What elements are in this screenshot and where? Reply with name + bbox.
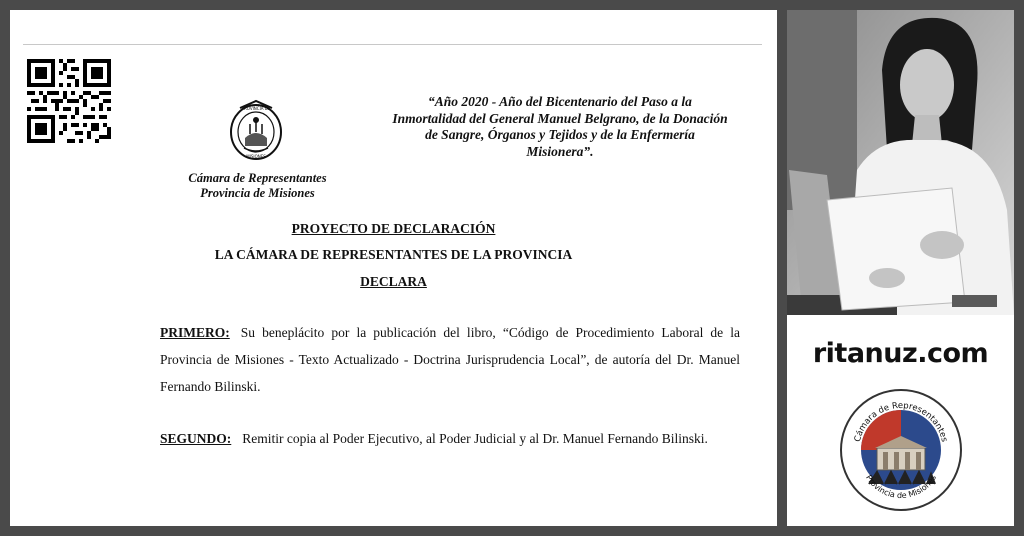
site-name[interactable]: ritanuz.com xyxy=(812,338,989,369)
author-photo xyxy=(787,10,1014,315)
badge-text-top: Cámara de Representantes xyxy=(852,400,950,444)
provincial-crest-icon xyxy=(228,98,284,162)
chamber-line2: Provincia de Misiones xyxy=(200,186,315,200)
qr-code-icon xyxy=(27,59,111,143)
article-label: PRIMERO: xyxy=(160,325,230,340)
document-title: PROYECTO DE DECLARACIÓN xyxy=(291,221,496,236)
chamber-logo-icon xyxy=(839,388,963,512)
chamber-line1: Cámara de Representantes xyxy=(188,171,327,185)
article-text: Remitir copia al Poder Ejecutivo, al Poder Judicial y al Dr. Manuel Fernando Bilinski. xyxy=(242,431,708,446)
article-text: Su beneplácito por la publicación del libro, “Código de Procedimiento Laboral de la Provincia de Misiones - Texto Actualizado - Doctrina Jurisprudencia Local”, de autoría del Dr. Manuel Fernando Bilinski. xyxy=(160,325,740,394)
chamber-name xyxy=(170,171,345,201)
crest-text-bottom: MISIONES xyxy=(246,154,266,159)
document-subtitle: LA CÁMARA DE REPRESENTANTES DE LA PROVINCIA xyxy=(214,247,573,262)
badge-text-bottom: Provincia de Misiones xyxy=(864,473,938,501)
article-primero xyxy=(160,319,740,400)
sidebar-panel xyxy=(787,10,1014,526)
article-label: SEGUNDO: xyxy=(160,431,232,446)
crest-text-top: PROVINCIA DE xyxy=(241,106,271,111)
header-divider xyxy=(23,44,762,45)
year-motto: “Año 2020 - Año del Bicentenario del Paso a la Inmortalidad del General Manuel Belgrano, de la Donación de Sangre, Órganos y Tejidos y de la Enfermería Misionera”. xyxy=(392,94,728,159)
document-page xyxy=(10,10,777,526)
declara-heading: DECLARA xyxy=(360,274,427,289)
article-segundo xyxy=(160,425,740,452)
